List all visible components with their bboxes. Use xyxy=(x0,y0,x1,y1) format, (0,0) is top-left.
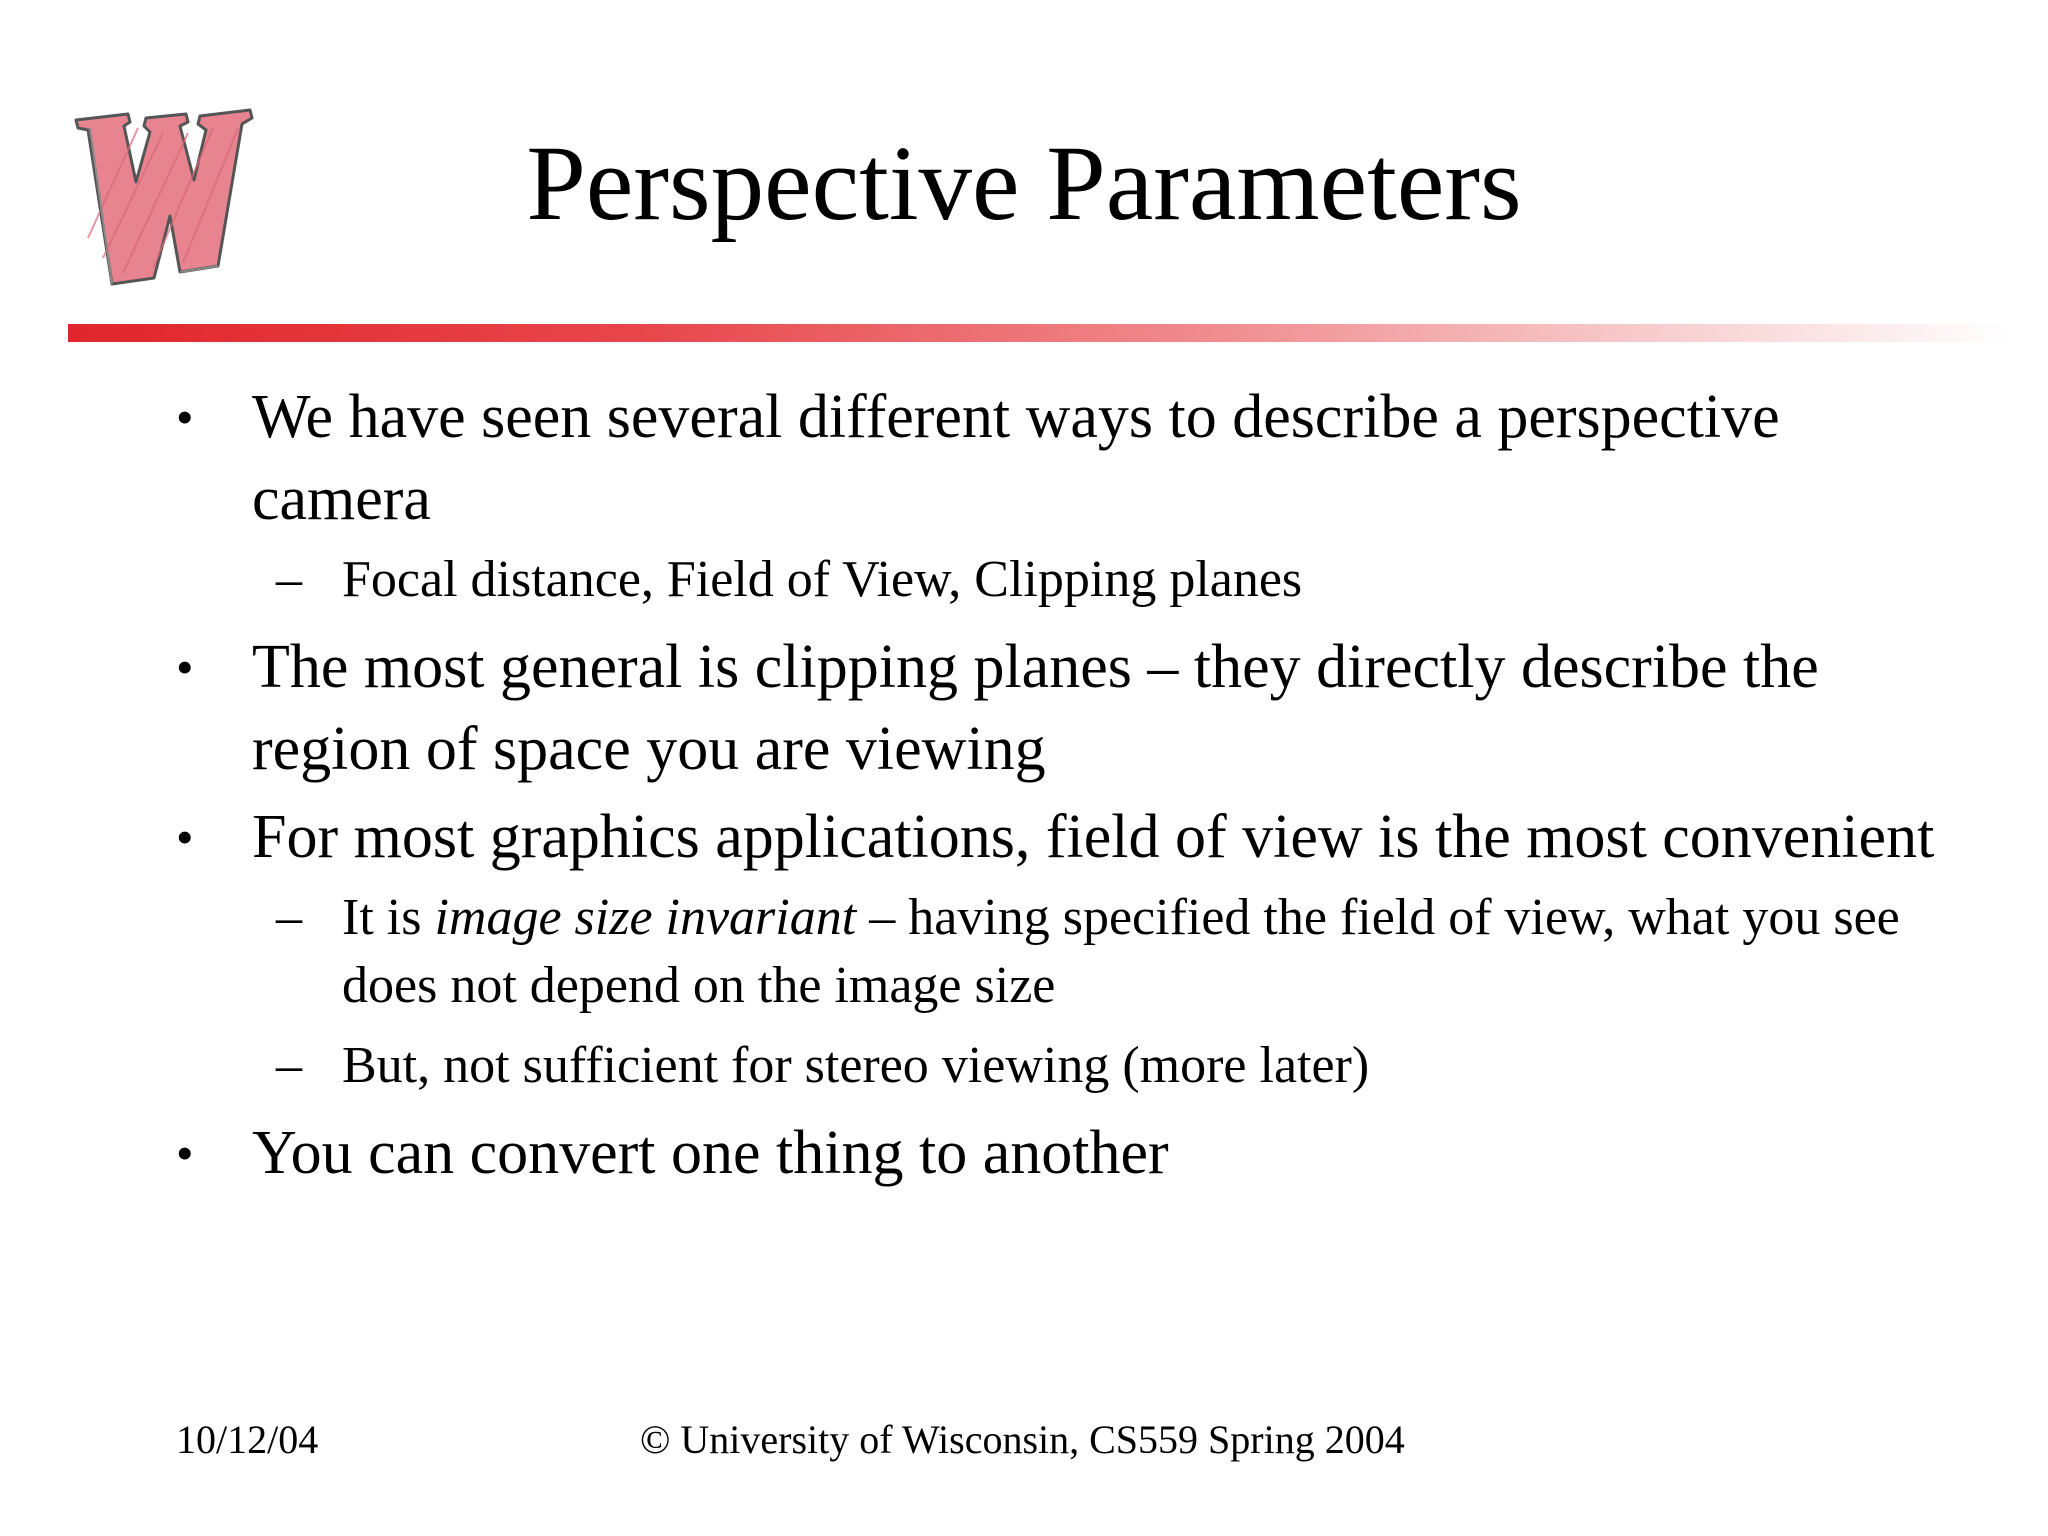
dash-icon: – xyxy=(276,551,302,608)
bullet-item xyxy=(170,796,1950,878)
title-divider xyxy=(68,324,2010,342)
footer-date: 10/12/04 xyxy=(176,1417,319,1462)
bullet-text: For most graphics applications, field of view is the most convenient xyxy=(252,803,1935,871)
sub-bullet-text: But, not sufficient for stereo viewing (more later) xyxy=(342,1037,1370,1094)
footer-copyright: © University of Wisconsin, CS559 Spring 2004 xyxy=(640,1417,1405,1462)
dash-icon: – xyxy=(276,889,302,946)
bullet-icon: • xyxy=(176,389,194,445)
bullet-text: We have seen several different ways to describe a perspective camera xyxy=(252,383,1780,533)
sub-bullet-item xyxy=(170,1032,1950,1100)
bullet-item xyxy=(170,626,1950,790)
bullet-item xyxy=(170,1112,1950,1194)
slide-body xyxy=(170,376,1950,1200)
dash-icon: – xyxy=(276,1037,302,1094)
bullet-item xyxy=(170,376,1950,540)
emphasis-text: image size invariant xyxy=(434,889,857,946)
sub-bullet-item xyxy=(170,884,1950,1020)
slide-title: Perspective Parameters xyxy=(526,125,1522,243)
bullet-icon: • xyxy=(176,1125,194,1181)
sub-bullet-text-prefix: It is xyxy=(342,889,435,946)
bullet-icon: • xyxy=(176,639,194,695)
sub-bullet-text: Focal distance, Field of View, Clipping planes xyxy=(342,551,1303,608)
bullet-text: You can convert one thing to another xyxy=(252,1119,1169,1187)
sub-bullet-item xyxy=(170,546,1950,614)
sub-bullet-text-suffix: – having specified the field of view, what you see does not depend on the image size xyxy=(342,889,1900,1014)
bullet-icon: • xyxy=(176,809,194,865)
bullet-text: The most general is clipping planes – they directly describe the region of space you are viewing xyxy=(252,633,1819,783)
